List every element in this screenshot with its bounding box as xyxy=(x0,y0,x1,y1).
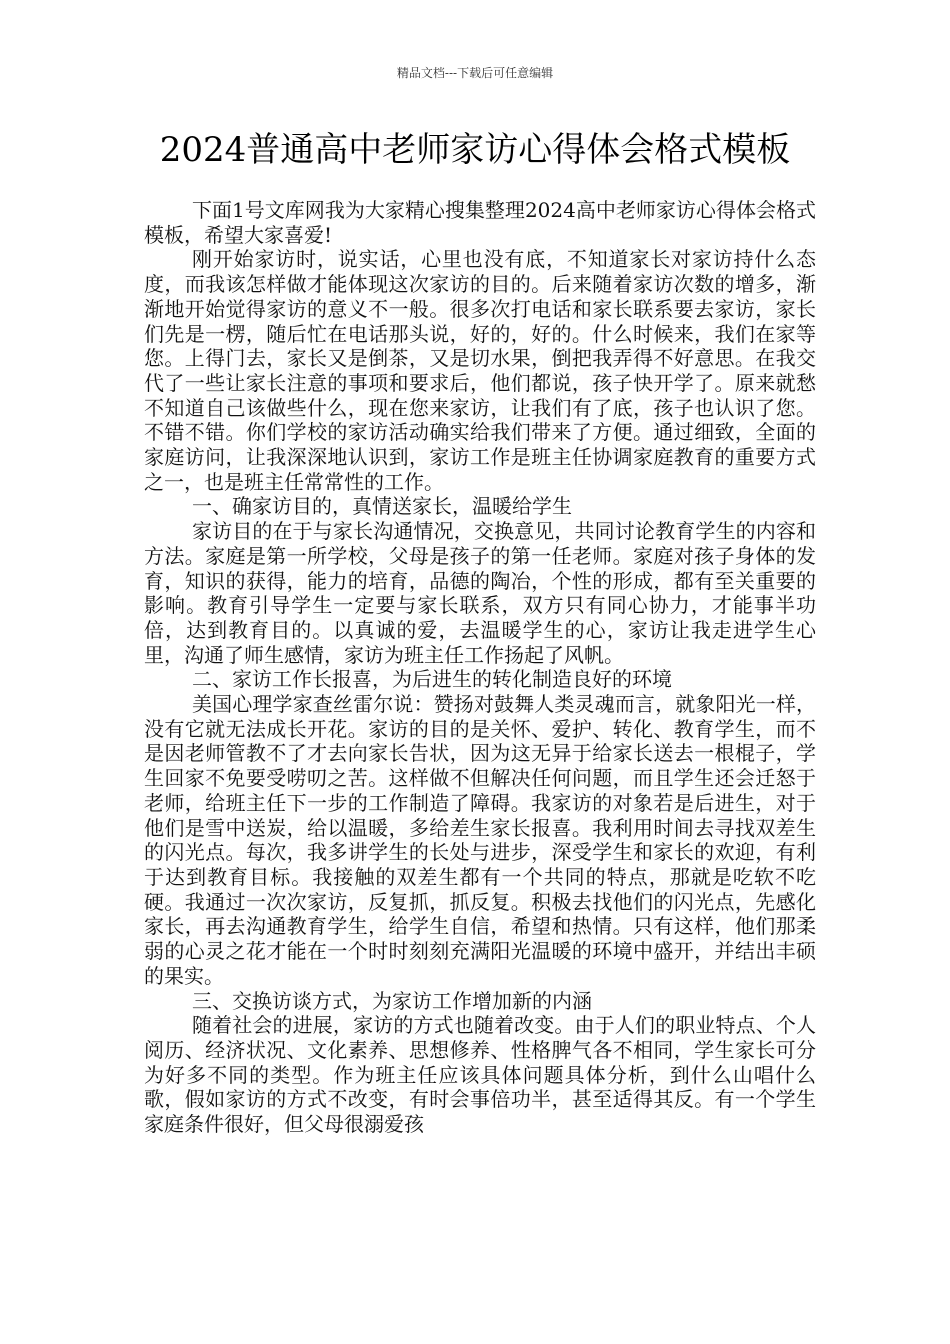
document-body xyxy=(144,198,816,1137)
document-title: 2024普通高中老师家访心得体会格式模板 xyxy=(159,130,791,170)
body-paragraph: 随着社会的进展，家访的方式也随着改变。由于人们的职业特点、个人阅历、经济状况、文化素养、思想修养、性格脾气各不相同，学生家长可分为好多不同的类型。作为班主任应该具体问题具体分析，到什么山唱什么歌，假如家访的方式不改变，有时会事倍功半，甚至适得其反。有一个学生家庭条件很好，但父母很溺爱孩 xyxy=(144,1013,816,1137)
header-note: 精品文档---下载后可任意编辑 xyxy=(396,66,554,80)
section-heading-1: 一、确家访目的，真情送家长，温暖给学生 xyxy=(192,494,572,519)
section-heading-3: 三、交换访谈方式，为家访工作增加新的内涵 xyxy=(192,988,592,1013)
section-heading-2: 二、家访工作长报喜，为后进生的转化制造良好的环境 xyxy=(192,667,672,692)
intro-paragraph: 下面1号文库网我为大家精心搜集整理2024高中老师家访心得体会格式模板，希望大家喜爱! xyxy=(144,198,816,247)
body-paragraph: 家访目的在于与家长沟通情况，交换意见，共同讨论教育学生的内容和方法。家庭是第一所学校，父母是孩子的第一任老师。家庭对孩子身体的发育，知识的获得，能力的培育，品德的陶冶，个性的形成，都有至关重要的影响。教育引导学生一定要与家长联系，双方只有同心协力，才能事半功倍，达到教育目的。以真诚的爱，去温暖学生的心，家访让我走进学生心里，沟通了师生感情，家访为班主任工作扬起了风帆。 xyxy=(144,519,816,667)
body-paragraph: 刚开始家访时，说实话，心里也没有底，不知道家长对家访持什么态度，而我该怎样做才能体现这次家访的目的。后来随着家访次数的增多，渐渐地开始觉得家访的意义不一般。很多次打电话和家长联系要去家访，家长们先是一楞，随后忙在电话那头说，好的，好的。什么时候来，我们在家等您。上得门去，家长又是倒茶，又是切水果，倒把我弄得不好意思。在我交代了一些让家长注意的事项和要求后，他们都说，孩子快开学了。原来就愁不知道自己该做些什么，现在您来家访，让我们有了底，孩子也认识了您。不错不错。你们学校的家访活动确实给我们带来了方便。通过细致，全面的家庭访问，让我深深地认识到，家访工作是班主任协调家庭教育的重要方式之一，也是班主任常常性的工作。 xyxy=(144,247,816,494)
body-paragraph: 美国心理学家查丝雷尔说：赞扬对鼓舞人类灵魂而言，就象阳光一样，没有它就无法成长开花。家访的目的是关怀、爱护、转化、教育学生，而不是因老师管教不了才去向家长告状，因为这无异于给家长送去一根棍子，学生回家不免要受唠叨之苦。这样做不但解决任何问题，而且学生还会迁怒于老师，给班主任下一步的工作制造了障碍。我家访的对象若是后进生，对于他们是雪中送炭，给以温暖，多给差生家长报喜。我利用时间去寻找双差生的闪光点。每次，我多讲学生的长处与进步，深受学生和家长的欢迎，有利于达到教育目标。我接触的双差生都有一个共同的特点，那就是吃软不吃硬。我通过一次次家访，反复抓，抓反复。积极去找他们的闪光点，先感化家长，再去沟通教育学生，给学生自信，希望和热情。只有这样，他们那柔弱的心灵之花才能在一个时时刻刻充满阳光温暖的环境中盛开，并结出丰硕的果实。 xyxy=(144,692,816,988)
